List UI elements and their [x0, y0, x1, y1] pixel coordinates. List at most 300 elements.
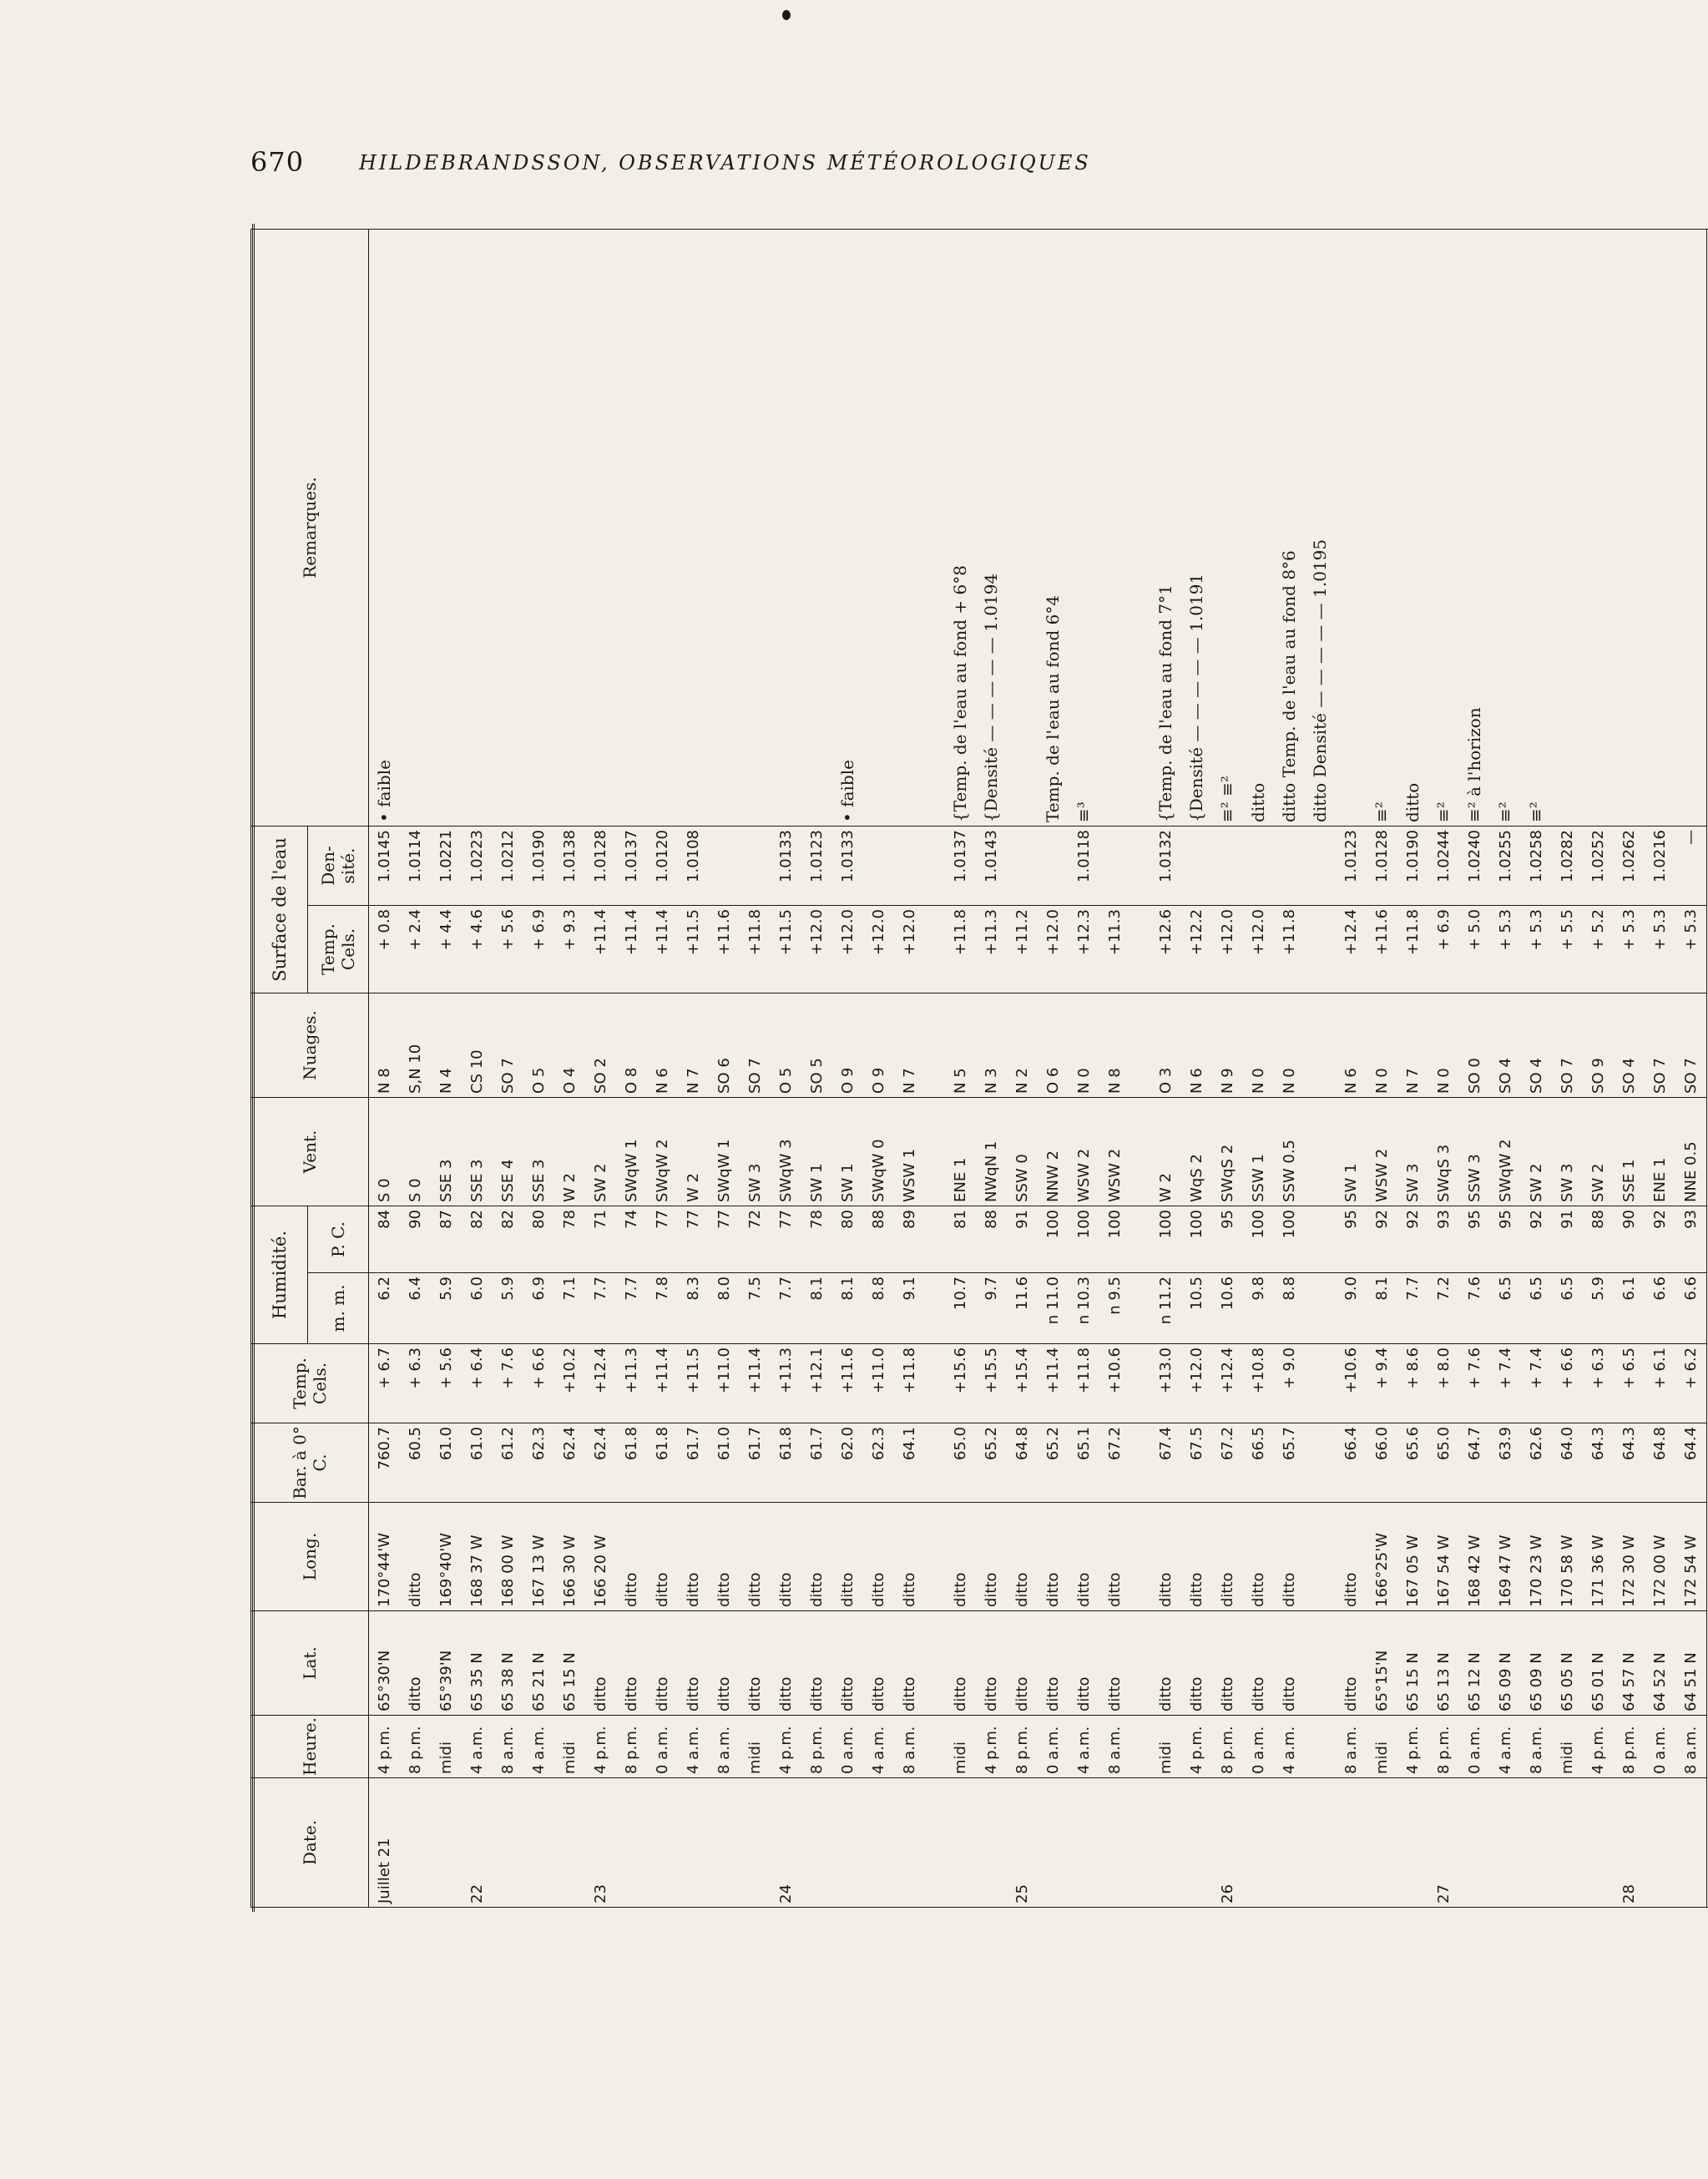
cell-lat: ditto: [863, 1611, 894, 1716]
cell-heure: 8 a.m.: [493, 1716, 523, 1778]
cell-bar: 66.4: [1336, 1423, 1367, 1503]
cell-bar: 60.5: [400, 1423, 431, 1503]
cell-heure: 8 a.m.: [1521, 1716, 1552, 1778]
cell-heure: 8 p.m.: [1007, 1716, 1038, 1778]
table-row: [771, 229, 801, 1907]
table-row: [1552, 229, 1583, 1907]
cell-rem: [925, 229, 945, 826]
cell-rem: [1552, 229, 1583, 826]
cell-date: 23: [585, 1778, 616, 1908]
cell-sden: [1099, 826, 1130, 905]
cell-bar: 62.3: [523, 1423, 554, 1503]
cell-date: [1552, 1778, 1583, 1908]
cell-hpc: 77: [771, 1206, 801, 1272]
cell-hpc: 95: [1336, 1206, 1367, 1272]
cell-date: [1521, 1778, 1552, 1908]
cell-sden: —: [1675, 826, 1707, 905]
cell-date: [1490, 1778, 1521, 1908]
cell-sden: 1.0221: [431, 826, 462, 905]
cell-temp: +12.0: [1181, 1344, 1212, 1423]
cell-sden: [740, 826, 771, 905]
cell-rem: [1675, 229, 1707, 826]
cell-long: 168 37 W: [462, 1503, 493, 1611]
cell-heure: 8 p.m.: [1428, 1716, 1459, 1778]
cell-long: 172 00 W: [1645, 1503, 1675, 1611]
col-header-bar: Bar. à 0° C.: [251, 1423, 369, 1503]
cell-heure: 8 p.m.: [616, 1716, 647, 1778]
cell-rem: [585, 229, 616, 826]
cell-long: 167 13 W: [523, 1503, 554, 1611]
col-header-humidite: Humidité.: [251, 1206, 308, 1343]
cell-stemp: [1130, 905, 1150, 993]
cell-hmm: n 10.3: [1069, 1273, 1099, 1344]
cell-sden: [1038, 826, 1069, 905]
cell-lat: ditto: [709, 1611, 740, 1716]
cell-date: [925, 1778, 945, 1908]
cell-lat: ditto: [1274, 1611, 1305, 1716]
cell-vent: ENE 1: [945, 1097, 976, 1206]
cell-hmm: 6.5: [1521, 1273, 1552, 1344]
cell-long: ditto: [1099, 1503, 1130, 1611]
cell-temp: +11.4: [1038, 1344, 1069, 1423]
cell-long: ditto: [1212, 1503, 1243, 1611]
cell-heure: 8 p.m.: [1614, 1716, 1645, 1778]
table-row: [1305, 229, 1336, 1907]
cell-lat: ditto: [771, 1611, 801, 1716]
cell-heure: 4 p.m.: [1397, 1716, 1428, 1778]
cell-stemp: + 4.4: [431, 905, 462, 993]
cell-rem: ditto: [1243, 229, 1274, 826]
cell-hpc: 92: [1397, 1206, 1428, 1272]
cell-nuages: CS 10: [462, 993, 493, 1097]
cell-hmm: 7.5: [740, 1273, 771, 1344]
cell-vent: S 0: [369, 1097, 401, 1206]
cell-temp: [1130, 1344, 1150, 1423]
cell-hpc: 93: [1428, 1206, 1459, 1272]
cell-date: [1367, 1778, 1397, 1908]
cell-sden: [1212, 826, 1243, 905]
cell-date: [647, 1778, 678, 1908]
cell-temp: +12.4: [585, 1344, 616, 1423]
cell-vent: [1130, 1097, 1150, 1206]
cell-hpc: 88: [976, 1206, 1007, 1272]
cell-rem: ≡²: [1490, 229, 1521, 826]
cell-hpc: [1130, 1206, 1150, 1272]
cell-bar: 61.7: [678, 1423, 709, 1503]
ink-dot: [782, 10, 791, 20]
cell-vent: SWqW 3: [771, 1097, 801, 1206]
cell-nuages: SO 4: [1614, 993, 1645, 1097]
cell-long: 172 30 W: [1614, 1503, 1645, 1611]
cell-heure: 8 a.m.: [709, 1716, 740, 1778]
cell-bar: 64.3: [1614, 1423, 1645, 1503]
cell-heure: 4 a.m.: [462, 1716, 493, 1778]
cell-lat: 65 09 N: [1490, 1611, 1521, 1716]
cell-lat: ditto: [1099, 1611, 1130, 1716]
cell-sden: 1.0252: [1583, 826, 1614, 905]
cell-vent: SW 2: [585, 1097, 616, 1206]
cell-date: [523, 1778, 554, 1908]
cell-vent: SSW 3: [1459, 1097, 1490, 1206]
cell-temp: + 8.0: [1428, 1344, 1459, 1423]
cell-bar: 64.8: [1007, 1423, 1038, 1503]
cell-long: 169 47 W: [1490, 1503, 1521, 1611]
cell-stemp: +11.8: [945, 905, 976, 993]
table-row: [678, 229, 709, 1907]
cell-long: 168 00 W: [493, 1503, 523, 1611]
cell-hmm: 8.1: [1367, 1273, 1397, 1344]
cell-lat: 65 15 N: [554, 1611, 585, 1716]
cell-stemp: +12.0: [832, 905, 863, 993]
cell-heure: 4 p.m.: [585, 1716, 616, 1778]
cell-heure: midi: [554, 1716, 585, 1778]
cell-heure: midi: [740, 1716, 771, 1778]
cell-sden: 1.0240: [1459, 826, 1490, 905]
cell-temp: +11.5: [678, 1344, 709, 1423]
cell-hpc: 78: [554, 1206, 585, 1272]
cell-long: [925, 1503, 945, 1611]
cell-nuages: O 5: [523, 993, 554, 1097]
cell-lat: ditto: [678, 1611, 709, 1716]
col-header-lat: Lat.: [251, 1611, 369, 1716]
cell-lat: ditto: [1038, 1611, 1069, 1716]
cell-vent: SW 2: [1583, 1097, 1614, 1206]
col-header-date: Date.: [251, 1778, 369, 1908]
cell-nuages: N 8: [1099, 993, 1130, 1097]
cell-sden: [1243, 826, 1274, 905]
cell-temp: + 7.4: [1490, 1344, 1521, 1423]
cell-nuages: SO 6: [709, 993, 740, 1097]
cell-temp: +11.4: [647, 1344, 678, 1423]
table-row: [1007, 229, 1038, 1907]
cell-stemp: + 5.6: [493, 905, 523, 993]
cell-hmm: 8.1: [832, 1273, 863, 1344]
cell-bar: 62.4: [585, 1423, 616, 1503]
cell-lat: ditto: [400, 1611, 431, 1716]
cell-temp: +15.4: [1007, 1344, 1038, 1423]
cell-nuages: N 7: [678, 993, 709, 1097]
table-row: [400, 229, 431, 1907]
cell-stemp: +11.4: [585, 905, 616, 993]
col-header-nuages: Nuages.: [251, 993, 369, 1097]
cell-heure: 0 a.m.: [1459, 1716, 1490, 1778]
cell-vent: SSE 3: [462, 1097, 493, 1206]
cell-long: [1305, 1503, 1336, 1611]
cell-hpc: 81: [945, 1206, 976, 1272]
col-header-remarques: Remarques.: [251, 229, 369, 826]
cell-sden: [709, 826, 740, 905]
cell-vent: ENE 1: [1645, 1097, 1675, 1206]
cell-heure: 4 p.m.: [976, 1716, 1007, 1778]
cell-hmm: 6.2: [369, 1273, 401, 1344]
cell-sden: 1.0108: [678, 826, 709, 905]
cell-bar: 65.0: [1428, 1423, 1459, 1503]
cell-hpc: 92: [1521, 1206, 1552, 1272]
cell-hmm: 10.5: [1181, 1273, 1212, 1344]
cell-nuages: N 2: [1007, 993, 1038, 1097]
cell-nuages: SO 7: [493, 993, 523, 1097]
table-row: [863, 229, 894, 1907]
cell-lat: 65 01 N: [1583, 1611, 1614, 1716]
table-row: [1336, 229, 1367, 1907]
cell-long: ditto: [400, 1503, 431, 1611]
cell-hmm: 7.7: [771, 1273, 801, 1344]
cell-hpc: 93: [1675, 1206, 1707, 1272]
table-row: [801, 229, 832, 1907]
cell-temp: + 6.2: [1675, 1344, 1707, 1423]
cell-bar: 61.2: [493, 1423, 523, 1503]
cell-rem: [523, 229, 554, 826]
cell-heure: 0 a.m.: [1645, 1716, 1675, 1778]
cell-rem: [400, 229, 431, 826]
cell-bar: 66.0: [1367, 1423, 1397, 1503]
table-row: [1614, 229, 1645, 1907]
cell-lat: 65°39'N: [431, 1611, 462, 1716]
cell-long: 166 30 W: [554, 1503, 585, 1611]
cell-vent: SWqS 2: [1212, 1097, 1243, 1206]
running-title: HILDEBRANDSSON, OBSERVATIONS MÉTÉOROLOGIQUES: [359, 151, 1091, 174]
cell-temp: +11.3: [771, 1344, 801, 1423]
cell-sden: 1.0190: [1397, 826, 1428, 905]
cell-rem: [462, 229, 493, 826]
table-row: [462, 229, 493, 1907]
cell-date: [1675, 1778, 1707, 1908]
cell-stemp: [925, 905, 945, 993]
cell-nuages: SO 2: [585, 993, 616, 1097]
cell-bar: 62.3: [863, 1423, 894, 1503]
cell-temp: + 6.3: [400, 1344, 431, 1423]
cell-vent: W 2: [1150, 1097, 1181, 1206]
cell-temp: +11.6: [832, 1344, 863, 1423]
cell-temp: + 8.6: [1397, 1344, 1428, 1423]
cell-nuages: N 8: [369, 993, 401, 1097]
table-row: [554, 229, 585, 1907]
cell-long: ditto: [1243, 1503, 1274, 1611]
cell-heure: [1305, 1716, 1336, 1778]
cell-sden: 1.0128: [585, 826, 616, 905]
observation-rows: [369, 229, 1707, 1907]
cell-long: ditto: [1274, 1503, 1305, 1611]
cell-rem: ditto Temp. de l'eau au fond 8°6: [1274, 229, 1305, 826]
cell-lat: 65 38 N: [493, 1611, 523, 1716]
cell-temp: +11.8: [1069, 1344, 1099, 1423]
cell-hmm: n 9.5: [1099, 1273, 1130, 1344]
cell-sden: [894, 826, 925, 905]
cell-nuages: O 3: [1150, 993, 1181, 1097]
cell-date: [1069, 1778, 1099, 1908]
cell-nuages: N 5: [945, 993, 976, 1097]
cell-hmm: 6.0: [462, 1273, 493, 1344]
table-row: [832, 229, 863, 1907]
cell-long: ditto: [1038, 1503, 1069, 1611]
cell-bar: 67.2: [1212, 1423, 1243, 1503]
cell-long: 166°25'W: [1367, 1503, 1397, 1611]
cell-nuages: N 7: [1397, 993, 1428, 1097]
cell-lat: 65 35 N: [462, 1611, 493, 1716]
cell-hpc: 88: [1583, 1206, 1614, 1272]
cell-nuages: S,N 10: [400, 993, 431, 1097]
cell-hpc: 77: [647, 1206, 678, 1272]
cell-bar: 65.7: [1274, 1423, 1305, 1503]
cell-nuages: N 0: [1367, 993, 1397, 1097]
cell-temp: +11.8: [894, 1344, 925, 1423]
cell-date: [1583, 1778, 1614, 1908]
cell-temp: +11.4: [740, 1344, 771, 1423]
cell-date: [493, 1778, 523, 1908]
cell-hmm: 7.2: [1428, 1273, 1459, 1344]
cell-temp: + 5.6: [431, 1344, 462, 1423]
cell-date: [1150, 1778, 1181, 1908]
cell-lat: 65 12 N: [1459, 1611, 1490, 1716]
cell-stemp: +12.4: [1336, 905, 1367, 993]
cell-vent: W 2: [554, 1097, 585, 1206]
cell-lat: ditto: [1150, 1611, 1181, 1716]
cell-hpc: 77: [678, 1206, 709, 1272]
cell-vent: NWqN 1: [976, 1097, 1007, 1206]
cell-rem: • faible: [369, 229, 401, 826]
cell-sden: 1.0255: [1490, 826, 1521, 905]
cell-vent: WqS 2: [1181, 1097, 1212, 1206]
cell-stemp: + 5.3: [1645, 905, 1675, 993]
col-header-vent: Vent.: [251, 1097, 369, 1206]
cell-hpc: 95: [1490, 1206, 1521, 1272]
cell-heure: [1130, 1716, 1150, 1778]
cell-rem: [1007, 229, 1038, 826]
cell-heure: midi: [1552, 1716, 1583, 1778]
cell-hpc: 82: [462, 1206, 493, 1272]
cell-stemp: + 5.0: [1459, 905, 1490, 993]
cell-stemp: +11.8: [1397, 905, 1428, 993]
cell-lat: [1305, 1611, 1336, 1716]
cell-rem: [801, 229, 832, 826]
cell-hmm: n 11.0: [1038, 1273, 1069, 1344]
table-row: [925, 229, 945, 1907]
cell-stemp: + 0.8: [369, 905, 401, 993]
cell-hmm: [1305, 1273, 1336, 1344]
cell-hmm: 6.1: [1614, 1273, 1645, 1344]
cell-long: 172 54 W: [1675, 1503, 1707, 1611]
cell-long: ditto: [1150, 1503, 1181, 1611]
cell-long: 170 58 W: [1552, 1503, 1583, 1611]
cell-temp: [925, 1344, 945, 1423]
cell-hmm: 7.1: [554, 1273, 585, 1344]
cell-nuages: N 6: [1181, 993, 1212, 1097]
cell-rem: [431, 229, 462, 826]
cell-long: ditto: [771, 1503, 801, 1611]
cell-rem: [740, 229, 771, 826]
cell-long: 169°40'W: [431, 1503, 462, 1611]
cell-bar: 61.8: [647, 1423, 678, 1503]
cell-hpc: 80: [832, 1206, 863, 1272]
table-row: [1130, 229, 1150, 1907]
cell-lat: ditto: [616, 1611, 647, 1716]
cell-bar: 65.1: [1069, 1423, 1099, 1503]
cell-hpc: [1305, 1206, 1336, 1272]
cell-vent: WSW 2: [1069, 1097, 1099, 1206]
cell-long: ditto: [832, 1503, 863, 1611]
cell-sden: [1130, 826, 1150, 905]
cell-lat: ditto: [1007, 1611, 1038, 1716]
cell-lat: ditto: [894, 1611, 925, 1716]
cell-nuages: SO 7: [740, 993, 771, 1097]
table-row: [1181, 229, 1212, 1907]
table-row: [1243, 229, 1274, 1907]
cell-sden: 1.0145: [369, 826, 401, 905]
table-row: [945, 229, 976, 1907]
cell-heure: 8 p.m.: [400, 1716, 431, 1778]
cell-stemp: +11.4: [616, 905, 647, 993]
cell-rem: [647, 229, 678, 826]
cell-rem: [1583, 229, 1614, 826]
cell-nuages: SO 7: [1675, 993, 1707, 1097]
cell-hmm: [925, 1273, 945, 1344]
cell-heure: 4 a.m.: [1069, 1716, 1099, 1778]
cell-vent: SSE 3: [431, 1097, 462, 1206]
cell-temp: +10.6: [1336, 1344, 1367, 1423]
cell-date: [1243, 1778, 1274, 1908]
cell-bar: 61.0: [709, 1423, 740, 1503]
cell-sden: 1.0133: [771, 826, 801, 905]
cell-hmm: n 11.2: [1150, 1273, 1181, 1344]
cell-date: Juillet 21: [369, 1778, 401, 1908]
cell-hmm: 6.6: [1675, 1273, 1707, 1344]
cell-bar: 67.5: [1181, 1423, 1212, 1503]
cell-lat: 65 13 N: [1428, 1611, 1459, 1716]
table-row: [976, 229, 1007, 1907]
cell-temp: +10.8: [1243, 1344, 1274, 1423]
cell-temp: + 6.5: [1614, 1344, 1645, 1423]
cell-long: ditto: [801, 1503, 832, 1611]
cell-date: [1130, 1778, 1150, 1908]
table-row: [1212, 229, 1243, 1907]
cell-hpc: 80: [523, 1206, 554, 1272]
table-row: [1069, 229, 1099, 1907]
cell-date: 25: [1007, 1778, 1038, 1908]
cell-hpc: 88: [863, 1206, 894, 1272]
cell-vent: SSE 3: [523, 1097, 554, 1206]
cell-heure: 4 p.m.: [369, 1716, 401, 1778]
cell-sden: 1.0258: [1521, 826, 1552, 905]
cell-sden: 1.0190: [523, 826, 554, 905]
cell-date: [1305, 1778, 1336, 1908]
cell-date: [1645, 1778, 1675, 1908]
cell-nuages: N 3: [976, 993, 1007, 1097]
cell-hmm: 7.7: [585, 1273, 616, 1344]
col-header-humidite-pc: P. C.: [308, 1206, 369, 1272]
table-row: [1583, 229, 1614, 1907]
cell-temp: + 6.7: [369, 1344, 401, 1423]
cell-vent: WSW 2: [1099, 1097, 1130, 1206]
cell-nuages: [925, 993, 945, 1097]
cell-vent: NNW 2: [1038, 1097, 1069, 1206]
col-header-long: Long.: [251, 1503, 369, 1611]
cell-heure: 8 p.m.: [1212, 1716, 1243, 1778]
cell-rem: [1336, 229, 1367, 826]
cell-nuages: SO 7: [1552, 993, 1583, 1097]
cell-lat: ditto: [1181, 1611, 1212, 1716]
cell-rem: • faible: [832, 229, 863, 826]
cell-hpc: 100: [1181, 1206, 1212, 1272]
cell-sden: 1.0138: [554, 826, 585, 905]
cell-lat: ditto: [1212, 1611, 1243, 1716]
cell-temp: + 6.1: [1645, 1344, 1675, 1423]
cell-date: [616, 1778, 647, 1908]
cell-stemp: + 5.3: [1490, 905, 1521, 993]
cell-sden: 1.0212: [493, 826, 523, 905]
cell-vent: [1305, 1097, 1336, 1206]
cell-vent: SWqW 2: [1490, 1097, 1521, 1206]
cell-date: [1459, 1778, 1490, 1908]
